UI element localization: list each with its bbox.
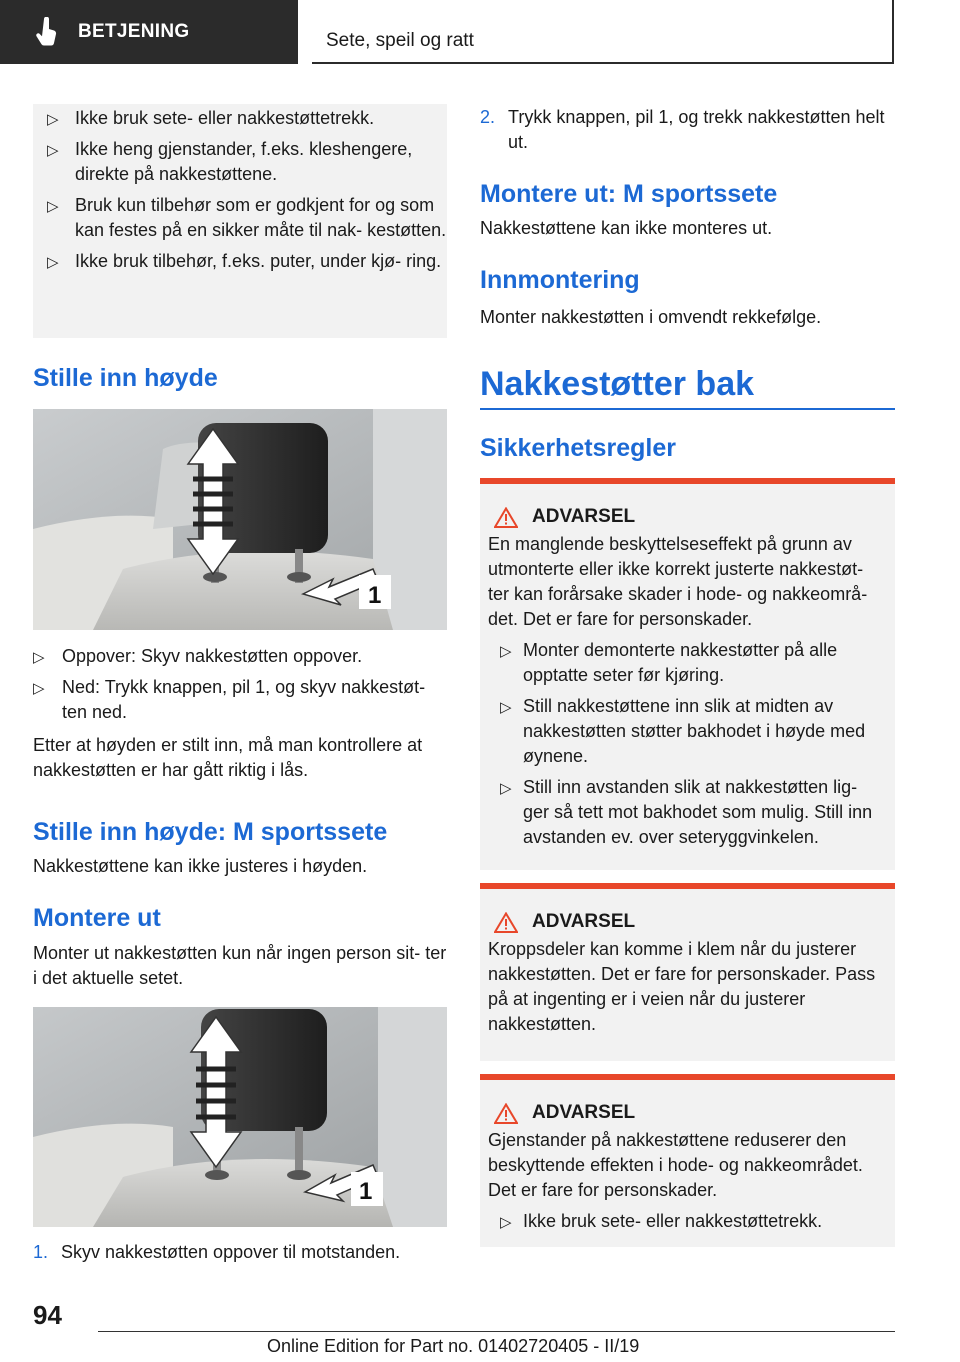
hand-pointer-icon: [30, 15, 64, 49]
warning-triangle-icon: [494, 507, 518, 528]
step-1: [33, 1240, 448, 1265]
edition-text: Online Edition for Part no. 01402720405 - II/19: [267, 1336, 640, 1356]
footer-rule: [98, 1331, 895, 1332]
chapter-title: Sete, speil og ratt: [326, 30, 474, 51]
warning-heading: ADVARSEL: [494, 911, 887, 933]
callout-label: 1: [368, 582, 382, 609]
note-box: [33, 104, 447, 338]
header-section-tab: [0, 0, 298, 64]
note-bullets: [33, 106, 447, 274]
remove-m-paragraph: Nakkestøttene kan ikke monteres ut.: [480, 218, 773, 238]
heading-adjust-height: Stille inn høyde: [33, 364, 218, 392]
warning-heading: ADVARSEL: [494, 1102, 887, 1124]
section-title: BETJENING: [78, 21, 190, 42]
warning-bullets: [488, 1209, 887, 1234]
step-text: Skyv nakkestøtten oppover til motstanden.: [61, 1242, 401, 1262]
heading-adjust-m: Stille inn høyde: M sportssete: [33, 818, 388, 846]
warning-box: [480, 1074, 895, 1247]
list-item: ▷ Ikke heng gjenstander, f.eks. kleshengere, direkte på nakkestøttene.: [47, 139, 413, 184]
headrest-adjust-illustration: [33, 409, 447, 630]
list-item: ▷ Ikke bruk tilbehør, f.eks. puter, under kjø‐ ring.: [47, 251, 442, 271]
adjust-bullets: [33, 644, 448, 731]
callout-label: 1: [359, 1178, 373, 1205]
heading-install: Innmontering: [480, 266, 640, 294]
install-paragraph: Monter nakkestøtten i omvendt rekkefølge.: [480, 307, 822, 327]
step-2: [480, 105, 895, 155]
adjust-paragraph: Etter at høyden er stilt inn, må man kontrollere at nakkestøtten er har gått riktig i lås.: [33, 735, 423, 780]
list-item: ▷ Monter demonterte nakkestøtter på alle opptatte seter før kjøring.: [500, 640, 838, 685]
warning-text: Kroppsdeler kan komme i klem når du justerer nakkestøtten. Det er fare for personskader. Pass på at ingenting er i veien når du justerer nakkestøtten.: [488, 939, 876, 1034]
heading-remove-m: Montere ut: M sportssete: [480, 180, 778, 208]
chapter-header: [312, 0, 894, 64]
warning-triangle-icon: [494, 912, 518, 933]
headrest-remove-illustration: [33, 1007, 447, 1227]
page-number: 94: [33, 1300, 62, 1330]
warning-heading: ADVARSEL: [494, 506, 887, 528]
step-number: 1.: [33, 1242, 49, 1262]
step-number: 2.: [480, 107, 496, 127]
warning-box: [480, 478, 895, 870]
warning-text: En manglende beskyttelseseffekt på grunn av utmonterte eller ikke korrekt justerte nakkestøt‐ ter kan forårsake skader i hode- og nakkeområ‐ det. Det er fare for personskader.: [488, 534, 868, 629]
warning-bullets: [488, 638, 887, 850]
list-item: ▷ Ikke bruk sete- eller nakkestøttetrekk.: [500, 1211, 823, 1231]
remove-paragraph: Monter ut nakkestøtten kun når ingen person sit‐ ter i det aktuelle setet.: [33, 943, 447, 988]
adjust-m-paragraph: Nakkestøttene kan ikke justeres i høyden.: [33, 856, 368, 876]
step-text: Trykk knappen, pil 1, og trekk nakkestøtten helt ut.: [508, 107, 885, 152]
warning-text: Gjenstander på nakkestøttene reduserer den beskyttende effekten i hode- og nakkeområdet. Det er fare for personskader.: [488, 1130, 863, 1200]
heading-remove: Montere ut: [33, 904, 161, 932]
list-item: ▷ Still inn avstanden slik at nakkestøtten lig‐ ger så tett mot bakhodet som mulig. Still inn avstanden ev. over seteryggvinkelen.: [500, 777, 873, 847]
warning-box: [480, 883, 895, 1061]
list-item: ▷ Oppover: Skyv nakkestøtten oppover.: [33, 646, 363, 666]
heading-rear-headrests: Nakkestøtter bak: [480, 365, 755, 403]
list-item: ▷ Ned: Trykk knappen, pil 1, og skyv nakkestøt‐ ten ned.: [33, 677, 426, 722]
list-item: ▷ Ikke bruk sete- eller nakkestøttetrekk.: [47, 108, 375, 128]
heading-safety: Sikkerhetsregler: [480, 434, 676, 462]
warning-triangle-icon: [494, 1103, 518, 1124]
list-item: ▷ Bruk kun tilbehør som er godkjent for og som kan festes på en sikker måte til nak‐ kestøtten.: [47, 195, 447, 240]
heading-rule: [480, 408, 895, 410]
list-item: ▷ Still nakkestøttene inn slik at midten av nakkestøtten støtter bakhodet i høyde med øynene.: [500, 696, 866, 766]
